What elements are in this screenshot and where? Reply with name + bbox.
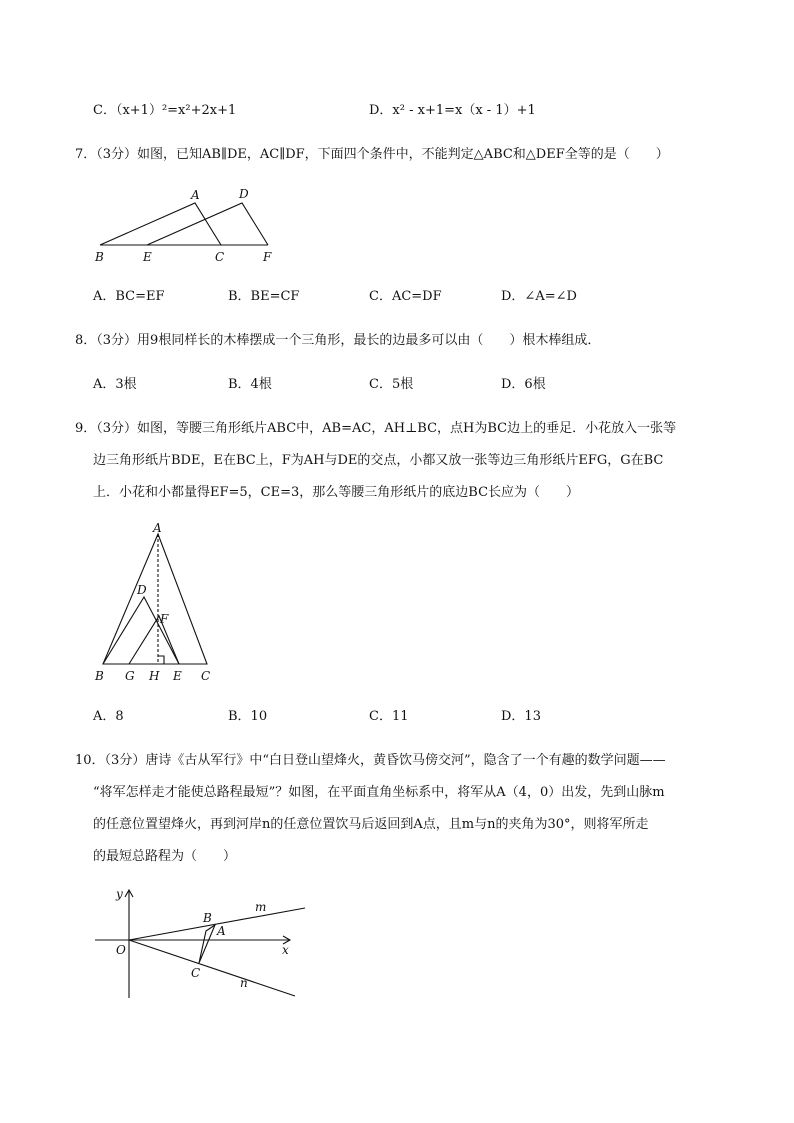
q10-line-2: “将军怎样走才能使总路程最短”？如图，在平面直角坐标系中，将军从A（4，0）出发，先到山脉m — [93, 785, 665, 800]
q7-label-f: F — [263, 250, 272, 264]
q10-figure — [90, 880, 315, 1005]
q9-option-c: C．11 — [369, 709, 409, 724]
q9-label-c: C — [201, 669, 211, 683]
q7-label-a: A — [191, 188, 200, 202]
q10-label-b: B — [203, 911, 212, 925]
q10-line-4: 的最短总路程为（ ） — [93, 849, 237, 864]
q7-label-b: B — [95, 250, 104, 264]
q9-label-d: D — [137, 583, 147, 597]
q9-label-a: A — [153, 522, 162, 535]
q9-line-2: 边三角形纸片BDE，E在BC上，F为AH与DE的交点，小都又放一张等边三角形纸片EFG，G在BC — [93, 453, 664, 468]
q9-label-h: H — [149, 669, 160, 683]
q8-option-c: C．5根 — [369, 377, 414, 392]
q8-option-b: B．4根 — [228, 377, 272, 392]
q10-line-3: 的任意位置望烽火，再到河岸n的任意位置饮马后返回到A点，且m与n的夹角为30°，则将军所走 — [93, 817, 649, 832]
q7-option-a: A．BC=EF — [93, 289, 165, 304]
q9-right-angle-mark — [158, 656, 164, 664]
q6-option-c: C．（x+1）²=x²+2x+1 — [93, 103, 237, 118]
q7-option-d: D．∠A=∠D — [501, 289, 577, 304]
q7-label-d: D — [239, 187, 249, 201]
q9-label-g: G — [125, 669, 135, 683]
q9-line-1: 9．（3分）如图，等腰三角形纸片ABC中，AB=AC，AH⊥BC，点H为BC边上的垂足．小花放入一张等 — [75, 421, 677, 436]
q10-path-abc — [199, 925, 215, 963]
q10-label-a: A — [217, 924, 226, 938]
q8-option-a: A．3根 — [93, 377, 137, 392]
q6-option-d: D．x² - x+1=x（x - 1）+1 — [369, 103, 536, 118]
q9-triangle-bde — [103, 597, 179, 664]
q9-figure — [90, 522, 220, 687]
q9-label-b: B — [95, 669, 104, 683]
q10-line-1: 10．（3分）唐诗《古从军行》中“白日登山望烽火，黄昏饮马傍交河”，隐含了一个有趣的数学问题—— — [75, 753, 666, 768]
q10-label-m: m — [255, 900, 267, 914]
q10-line-n — [129, 940, 295, 996]
q7-option-b: B．BE=CF — [228, 289, 300, 304]
q10-label-c: C — [191, 966, 201, 980]
q10-label-o: O — [116, 943, 126, 957]
q9-option-d: D．13 — [501, 709, 541, 724]
q9-triangle-efg — [129, 616, 179, 664]
q9-option-a: A．8 — [93, 709, 124, 724]
q7-label-e: E — [143, 250, 152, 264]
q10-label-y: y — [116, 887, 123, 901]
q8-option-d: D．6根 — [501, 377, 546, 392]
q7-figure — [88, 183, 288, 269]
q9-line-3: 上．小花和小都量得EF=5，CE=3，那么等腰三角形纸片的底边BC长应为（ ） — [93, 485, 580, 500]
q9-label-f: F — [160, 612, 169, 626]
q7-option-c: C．AC=DF — [369, 289, 442, 304]
q9-label-e: E — [173, 669, 182, 683]
q7-label-c: C — [215, 250, 225, 264]
q7-stem: 7．（3分）如图，已知AB∥DE，AC∥DF，下面四个条件中，不能判定△ABC和△DEF全等的是（ ） — [75, 147, 669, 162]
q9-option-b: B．10 — [228, 709, 268, 724]
q8-stem: 8．（3分）用9根同样长的木棒摆成一个三角形，最长的边最多可以由（ ）根木棒组成． — [75, 333, 601, 348]
q10-label-x: x — [282, 943, 289, 957]
q9-triangle-abc — [103, 534, 207, 664]
q10-label-n: n — [240, 976, 248, 990]
